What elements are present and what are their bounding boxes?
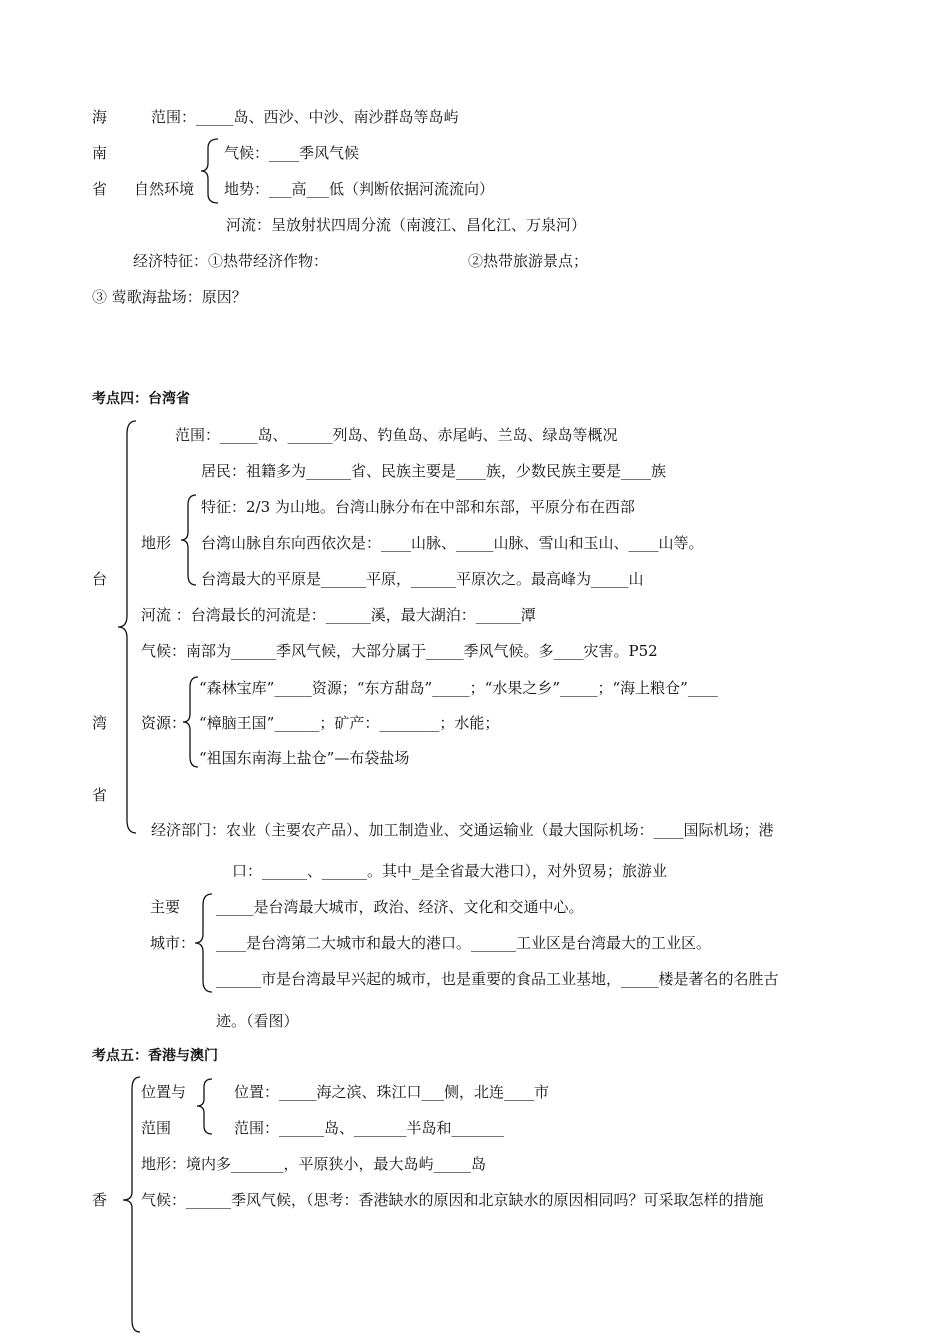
hainan-env-label: 自然环境 [134,180,195,198]
taiwan-side-char-3: 省 [92,786,108,804]
taiwan-terrain-brace [180,494,198,586]
taiwan-resources-brace [182,676,200,768]
hainan-river: 河流：呈放射状四周分流（南渡江、昌化江、万泉河） [226,216,587,234]
taiwan-plains: 台湾最大的平原是______平原，______平原次之。最高峰为_____山 [201,570,644,588]
taiwan-heading: 考点四：台湾省 [92,391,190,407]
hongkong-location-brace [196,1078,214,1136]
hainan-side-char-2: 南 [92,144,108,162]
taiwan-resources-line-3: “祖国东南海上盐仓”—布袋盐场 [199,749,410,767]
hongkong-location-label-2: 范围 [141,1119,172,1137]
taiwan-city-3-cont: 迹。（看图） [216,1012,299,1030]
hongkong-terrain: 地形：境内多_______，平原狭小，最大岛屿_____岛 [141,1155,487,1173]
taiwan-city-2: ____是台湾第二大城市和最大的港口。______工业区是台湾最大的工业区。 [216,934,712,952]
taiwan-resources-line-2: “樟脑王国”______；矿产：________；水能； [199,714,500,732]
hainan-econ-tourism: ②热带旅游景点； [468,252,589,270]
taiwan-rivers: 河流 ：台湾最长的河流是：______溪，最大湖泊：______潭 [141,606,536,624]
hongkong-side-char-1: 香 [92,1191,108,1209]
hainan-range: 范围：_____岛、西沙、中沙、南沙群岛等岛屿 [151,108,459,126]
hongkong-scope: 范围：______岛、_______半岛和_______ [234,1119,505,1137]
taiwan-resources-label: 资源： [141,714,187,732]
hainan-econ-crops: 经济特征：①热带经济作物： [133,252,329,270]
taiwan-side-char-2: 湾 [92,714,108,732]
hainan-climate: 气候：____季风气候 [224,144,360,162]
hainan-salt-field: ③ 莺歌海盐场：原因？ [92,288,247,306]
taiwan-terrain-label: 地形 [141,534,172,552]
taiwan-side-char-1: 台 [92,570,108,588]
hongkong-climate: 气候：______季风气候，（思考：香港缺水的原因和北京缺水的原因相同吗？可采取怎样的措施 [141,1191,764,1209]
taiwan-climate: 气候：南部为______季风气候，大部分属于_____季风气候。多____灾害。P52 [141,642,658,660]
taiwan-city-1: _____是台湾最大城市，政治、经济、文化和交通中心。 [216,898,584,916]
taiwan-cities-label-2: 城市： [150,934,196,952]
taiwan-economy-line-1: 经济部门：农业（主要农产品）、加工制造业、交通运输业（最大国际机场：____国际机场；港 [151,821,774,839]
taiwan-cities-label-1: 主要 [150,898,181,916]
taiwan-residents: 居民：祖籍多为______省、民族主要是____族，少数民族主要是____族 [201,462,667,480]
taiwan-economy-line-2: 口：______、______。其中_是全省最大港口），对外贸易；旅游业 [232,862,668,880]
hongkong-heading: 考点五：香港与澳门 [92,1048,218,1064]
taiwan-range: 范围：_____岛、______列岛、钓鱼岛、赤尾屿、兰岛、绿岛等概况 [175,426,618,444]
taiwan-mountains: 台湾山脉自东向西依次是：____山脉、_____山脉、雪山和玉山、____山等。 [201,534,704,552]
hainan-env-brace [200,138,220,204]
hongkong-location-label-1: 位置与 [141,1083,187,1101]
taiwan-cities-brace [194,893,214,993]
taiwan-main-brace [116,420,140,834]
hongkong-location: 位置：_____海之滨、珠江口___侧，北连____市 [234,1083,550,1101]
hainan-side-char-1: 海 [92,108,108,126]
taiwan-terrain-features: 特征：2/3 为山地。台湾山脉分布在中部和东部，平原分布在西部 [201,498,635,516]
taiwan-resources-line-1: “森林宝库”_____资源；“东方甜岛”_____；“水果之乡”_____；“海上粮仓”____ [199,679,718,697]
hainan-terrain: 地势：___高___低（判断依据河流流向） [224,180,495,198]
hainan-side-char-3: 省 [92,180,108,198]
taiwan-city-3: ______市是台湾最早兴起的城市，也是重要的食品工业基地，_____楼是著名的名胜古 [216,970,779,988]
